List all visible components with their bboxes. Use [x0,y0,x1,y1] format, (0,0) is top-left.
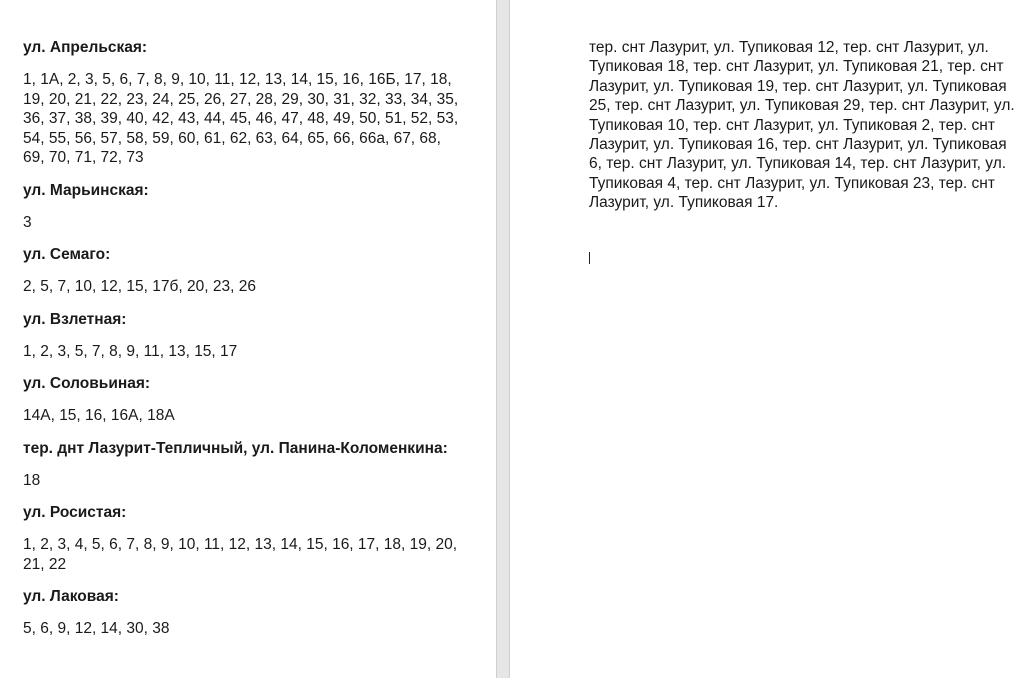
house-numbers[interactable]: 1, 2, 3, 5, 7, 8, 9, 11, 13, 15, 17 [23,342,238,360]
street-heading[interactable]: ул. Лаковая: [23,588,119,605]
house-numbers[interactable]: 2, 5, 7, 10, 12, 15, 17б, 20, 23, 26 [23,278,256,295]
house-numbers[interactable]: 1, 2, 3, 4, 5, 6, 7, 8, 9, 10, 11, 12, 13, 14, 15, 16, 17, 18, 19, 20, 21, 22 [23,536,458,573]
house-numbers[interactable]: 1, 1А, 2, 3, 5, 6, 7, 8, 9, 10, 11, 12, 13, 14, 15, 16, 16Б, 17, 18, 19, 20, 21, 22, 23, 24, 25, 26, 27, 28, 29, 30, 31, 32, 33, 34, 35, 36, 37, 38, 39, 40, 42, 43, 44, 45, 46, 47, 48, 49, 50, 51, 52, 53, 54, 55, 56, 57, 58, 59, 60, 61, 62, 63, 64, 65, 66, 66а, 67, 68, 69, 70, 71, 72, 73 [23,71,459,166]
document-page-right [510,0,1026,678]
address-paragraph[interactable]: тер. снт Лазурит, ул. Тупиковая 12, тер. снт Лазурит, ул. Тупиковая 18, тер. снт Лазурит, ул. Тупиковая 21, тер. снт Лазурит, ул. Тупиковая 19, тер. снт Лазурит, ул. Тупиковая 25, тер. снт Лазурит, ул. Тупиковая 29, тер. снт Лазурит, ул. Тупиковая 10, тер. снт Лазурит, ул. Тупиковая 2, тер. снт Лазурит, ул. Тупиковая 16, тер. снт Лазурит, ул. Тупиковая 6, тер. снт Лазурит, ул. Тупиковая 14, тер. снт Лазурит, ул. Тупиковая 4, тер. снт Лазурит, ул. Тупиковая 23, тер. снт Лазурит, ул. Тупиковая 17. [589,39,1015,212]
address-paragraph-block [589,38,1023,213]
house-numbers[interactable]: 5, 6, 9, 12, 14, 30, 38 [23,620,170,637]
street-heading[interactable]: ул. Соловьиная: [23,375,151,392]
text-cursor [589,252,590,264]
street-heading[interactable]: ул. Семаго: [23,246,111,263]
street-heading[interactable]: тер. днт Лазурит-Тепличный, ул. Панина-Коломенкина: [23,439,448,457]
house-numbers[interactable]: 3 [23,213,32,231]
street-list [23,38,463,652]
page-separator [496,0,510,678]
house-numbers[interactable]: 14А, 15, 16, 16А, 18А [23,407,175,424]
document-page-left [0,0,496,678]
street-heading[interactable]: ул. Апрельская: [23,39,148,56]
street-heading[interactable]: ул. Росистая: [23,504,127,521]
house-numbers[interactable]: 18 [23,471,41,489]
street-heading[interactable]: ул. Взлетная: [23,310,127,328]
street-heading[interactable]: ул. Марьинская: [23,181,149,199]
